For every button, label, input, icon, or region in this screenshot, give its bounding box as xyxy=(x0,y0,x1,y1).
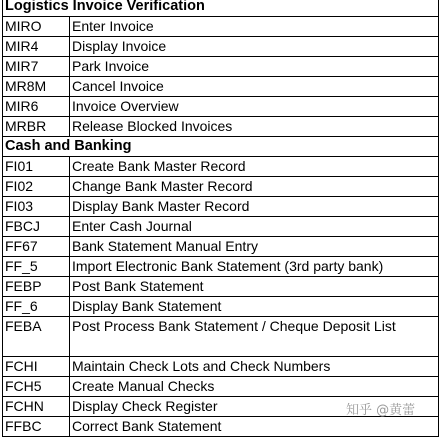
description-cell: Cancel Invoice xyxy=(70,77,439,97)
description-cell: Change Bank Master Record xyxy=(70,177,439,197)
description-cell: Correct Bank Statement xyxy=(70,417,439,437)
description-cell: Create Bank Master Record xyxy=(70,157,439,177)
table-row xyxy=(3,317,439,357)
table-row xyxy=(3,257,439,277)
table-row xyxy=(3,297,439,317)
table-row xyxy=(3,197,439,217)
tcode-cell: FFBC xyxy=(3,417,70,437)
description-cell: Display Check Register xyxy=(70,397,439,417)
description-cell: Create Manual Checks xyxy=(70,377,439,397)
section-header-row xyxy=(3,137,439,157)
tcode-cell: FCHI xyxy=(3,357,70,377)
section-title: Logistics Invoice Verification xyxy=(3,0,439,17)
description-cell: Display Bank Master Record xyxy=(70,197,439,217)
tcode-cell: FF67 xyxy=(3,237,70,257)
tcode-cell: FI01 xyxy=(3,157,70,177)
watermark: 知乎 @黄蕾 xyxy=(346,403,416,418)
table-row xyxy=(3,417,439,437)
tcode-cell: FI02 xyxy=(3,177,70,197)
table-row xyxy=(3,77,439,97)
tcode-cell: FF_6 xyxy=(3,297,70,317)
table-row xyxy=(3,117,439,137)
tcode-cell: MIR7 xyxy=(3,57,70,77)
tcode-cell: FCHN xyxy=(3,397,70,417)
table-row xyxy=(3,177,439,197)
description-cell: Import Electronic Bank Statement (3rd party bank) xyxy=(70,257,439,277)
tcode-cell: FEBA xyxy=(3,317,70,357)
table-row xyxy=(3,57,439,77)
tcode-cell: MIRO xyxy=(3,17,70,37)
description-cell: Display Bank Statement xyxy=(70,297,439,317)
description-cell: Invoice Overview xyxy=(70,97,439,117)
section-title: Cash and Banking xyxy=(3,137,439,157)
tcode-cell: FBCJ xyxy=(3,217,70,237)
table-row xyxy=(3,377,439,397)
table-row xyxy=(3,357,439,377)
tcode-cell: MIR4 xyxy=(3,37,70,57)
transaction-code-table xyxy=(2,0,439,437)
description-cell: Release Blocked Invoices xyxy=(70,117,439,137)
table-row xyxy=(3,157,439,177)
table-row xyxy=(3,217,439,237)
description-cell: Post Bank Statement xyxy=(70,277,439,297)
description-cell: Post Process Bank Statement / Cheque Deposit List xyxy=(70,317,439,357)
description-cell: Enter Invoice xyxy=(70,17,439,37)
table-row xyxy=(3,17,439,37)
section-header-row xyxy=(3,0,439,17)
tcode-cell: FF_5 xyxy=(3,257,70,277)
table-row xyxy=(3,237,439,257)
tcode-cell: MRBR xyxy=(3,117,70,137)
tcode-cell: MIR6 xyxy=(3,97,70,117)
description-cell: Maintain Check Lots and Check Numbers xyxy=(70,357,439,377)
description-cell: Park Invoice xyxy=(70,57,439,77)
table-row xyxy=(3,97,439,117)
tcode-cell: FEBP xyxy=(3,277,70,297)
description-cell: Bank Statement Manual Entry xyxy=(70,237,439,257)
description-cell: Display Invoice xyxy=(70,37,439,57)
spreadsheet xyxy=(2,0,438,437)
description-cell: Enter Cash Journal xyxy=(70,217,439,237)
table-row xyxy=(3,277,439,297)
tcode-cell: FCH5 xyxy=(3,377,70,397)
tcode-cell: MR8M xyxy=(3,77,70,97)
table-row xyxy=(3,37,439,57)
tcode-cell: FI03 xyxy=(3,197,70,217)
